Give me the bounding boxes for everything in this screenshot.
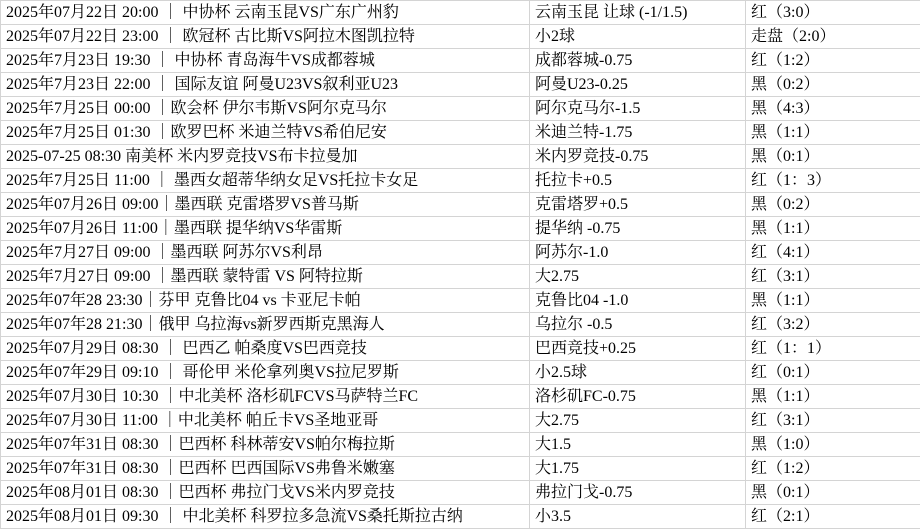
table-row (1, 169, 920, 193)
result-cell[interactable]: 红（3:0） (751, 4, 820, 21)
match-cell[interactable]: 2025年07月22日 23:00 ｜ 欧冠杯 古比斯VS阿拉木图凯拉特 (1, 25, 530, 48)
match-cell[interactable]: 2025年07年28 21:30｜俄甲 乌拉海vs新罗西斯克黑海人 (1, 313, 530, 336)
table-row (1, 409, 920, 433)
table-row (1, 121, 920, 145)
pick-cell[interactable]: 阿曼U23-0.25 (530, 73, 746, 96)
pick-cell[interactable]: 阿苏尔-1.0 (530, 241, 746, 264)
pick-cell[interactable]: 米迪兰特-1.75 (530, 121, 746, 144)
result-cell[interactable]: 红（0:1） (751, 364, 820, 381)
result-cell[interactable]: 黑（1:1） (751, 388, 820, 405)
match-cell[interactable]: 2025年7月23日 19:30 ｜ 中协杯 青岛海牛VS成都蓉城 (1, 49, 530, 72)
pick-cell[interactable]: 阿尔克马尔-1.5 (530, 97, 746, 120)
match-cell[interactable]: 2025年07年29日 09:10 ｜ 哥伦甲 米伦拿列奥VS拉尼罗斯 (1, 361, 530, 384)
result-cell[interactable]: 黑（0:1） (751, 148, 820, 165)
result-cell[interactable]: 黑（1:1） (751, 220, 820, 237)
table-row (1, 289, 920, 313)
result-cell[interactable]: 黑（1:1） (751, 292, 820, 309)
match-cell[interactable]: 2025年07月26日 09:00｜墨西联 克雷塔罗VS普马斯 (1, 193, 530, 216)
table-row (1, 49, 920, 73)
pick-cell[interactable]: 大1.5 (530, 433, 746, 456)
result-cell[interactable]: 黑（1:0） (751, 436, 820, 453)
match-cell[interactable]: 2025年08月01日 08:30 ｜巴西杯 弗拉门戈VS米内罗竞技 (1, 481, 530, 504)
result-cell[interactable]: 红（3:1） (751, 268, 820, 285)
table-row (1, 265, 920, 289)
result-cell[interactable]: 红（1：3） (751, 172, 832, 189)
match-cell[interactable]: 2025年07年28 23:30｜芬甲 克鲁比04 vs 卡亚尼卡帕 (1, 289, 530, 312)
table-row (1, 25, 920, 49)
match-cell[interactable]: 2025年7月25日 11:00 ｜ 墨西女超蒂华纳女足VS托拉卡女足 (1, 169, 530, 192)
table-row (1, 145, 920, 169)
match-cell[interactable]: 2025年07月26日 11:00｜墨西联 提华纳VS华雷斯 (1, 217, 530, 240)
pick-cell[interactable]: 小3.5 (530, 505, 746, 528)
table-row (1, 217, 920, 241)
match-cell[interactable]: 2025年07年31日 08:30 ｜巴西杯 科林蒂安VS帕尔梅拉斯 (1, 433, 530, 456)
result-cell[interactable]: 走盘（2:0） (751, 28, 836, 45)
match-cell[interactable]: 2025年7月27日 09:00 ｜墨西联 蒙特雷 VS 阿特拉斯 (1, 265, 530, 288)
table-row (1, 385, 920, 409)
pick-cell[interactable]: 大2.75 (530, 265, 746, 288)
pick-cell[interactable]: 弗拉门戈-0.75 (530, 481, 746, 504)
result-cell[interactable]: 红（4:1） (751, 244, 820, 261)
match-cell[interactable]: 2025-07-25 08:30 南美杯 米内罗竞技VS布卡拉曼加 (1, 145, 530, 168)
table-row (1, 481, 920, 505)
result-cell[interactable]: 红（2:1） (751, 508, 820, 525)
result-cell[interactable]: 黑（1:1） (751, 124, 820, 141)
match-cell[interactable]: 2025年07月30日 11:00 ｜中北美杯 帕丘卡VS圣地亚哥 (1, 409, 530, 432)
pick-cell[interactable]: 提华纳 -0.75 (530, 217, 746, 240)
result-cell[interactable]: 黑（0:2） (751, 196, 820, 213)
match-cell[interactable]: 2025年7月25日 01:30 ｜欧罗巴杯 米迪兰特VS希伯尼安 (1, 121, 530, 144)
match-cell[interactable]: 2025年7月23日 22:00 ｜ 国际友谊 阿曼U23VS叙利亚U23 (1, 73, 530, 96)
match-cell[interactable]: 2025年07月22日 20:00 ｜ 中协杯 云南玉昆VS广东广州豹 (1, 1, 530, 24)
table-row (1, 97, 920, 121)
pick-cell[interactable]: 托拉卡+0.5 (530, 169, 746, 192)
result-cell[interactable]: 红（1：1） (751, 340, 832, 357)
match-cell[interactable]: 2025年07月30日 10:30 ｜中北美杯 洛杉矶FCVS马萨特兰FC (1, 385, 530, 408)
pick-cell[interactable]: 小2球 (530, 25, 746, 48)
table-row (1, 505, 920, 529)
pick-cell[interactable]: 乌拉尔 -0.5 (530, 313, 746, 336)
pick-cell[interactable]: 洛杉矶FC-0.75 (530, 385, 746, 408)
result-cell[interactable]: 黑（0:1） (751, 484, 820, 501)
result-cell[interactable]: 红（1:2） (751, 460, 820, 477)
pick-cell[interactable]: 成都蓉城-0.75 (530, 49, 746, 72)
result-cell[interactable]: 红（3:2） (751, 316, 820, 333)
table-row (1, 361, 920, 385)
pick-cell[interactable]: 大2.75 (530, 409, 746, 432)
match-cell[interactable]: 2025年07月29日 08:30 ｜ 巴西乙 帕桑度VS巴西竞技 (1, 337, 530, 360)
pick-cell[interactable]: 米内罗竞技-0.75 (530, 145, 746, 168)
table-row (1, 1, 920, 25)
pick-cell[interactable]: 小2.5球 (530, 361, 746, 384)
match-cell[interactable]: 2025年7月25日 00:00 ｜欧会杯 伊尔韦斯VS阿尔克马尔 (1, 97, 530, 120)
table-row (1, 337, 920, 361)
pick-cell[interactable]: 巴西竞技+0.25 (530, 337, 746, 360)
result-cell[interactable]: 红（1:2） (751, 52, 820, 69)
pick-cell[interactable]: 克鲁比04 -1.0 (530, 289, 746, 312)
table-row (1, 433, 920, 457)
pick-cell[interactable]: 大1.75 (530, 457, 746, 480)
table-row (1, 457, 920, 481)
result-cell[interactable]: 黑（0:2） (751, 76, 820, 93)
pick-cell[interactable]: 克雷塔罗+0.5 (530, 193, 746, 216)
table-row (1, 193, 920, 217)
pick-cell[interactable]: 云南玉昆 让球 (-1/1.5) (530, 1, 746, 24)
table-row (1, 313, 920, 337)
result-cell[interactable]: 黑（4:3） (751, 100, 820, 117)
match-cell[interactable]: 2025年08月01日 09:30 ｜ 中北美杯 科罗拉多急流VS桑托斯拉古纳 (1, 505, 530, 528)
table-row (1, 73, 920, 97)
match-cell[interactable]: 2025年7月27日 09:00 ｜墨西联 阿苏尔VS利昂 (1, 241, 530, 264)
table-row (1, 241, 920, 265)
match-cell[interactable]: 2025年07年31日 08:30 ｜巴西杯 巴西国际VS弗鲁米嫩塞 (1, 457, 530, 480)
result-cell[interactable]: 红（3:1） (751, 412, 820, 429)
